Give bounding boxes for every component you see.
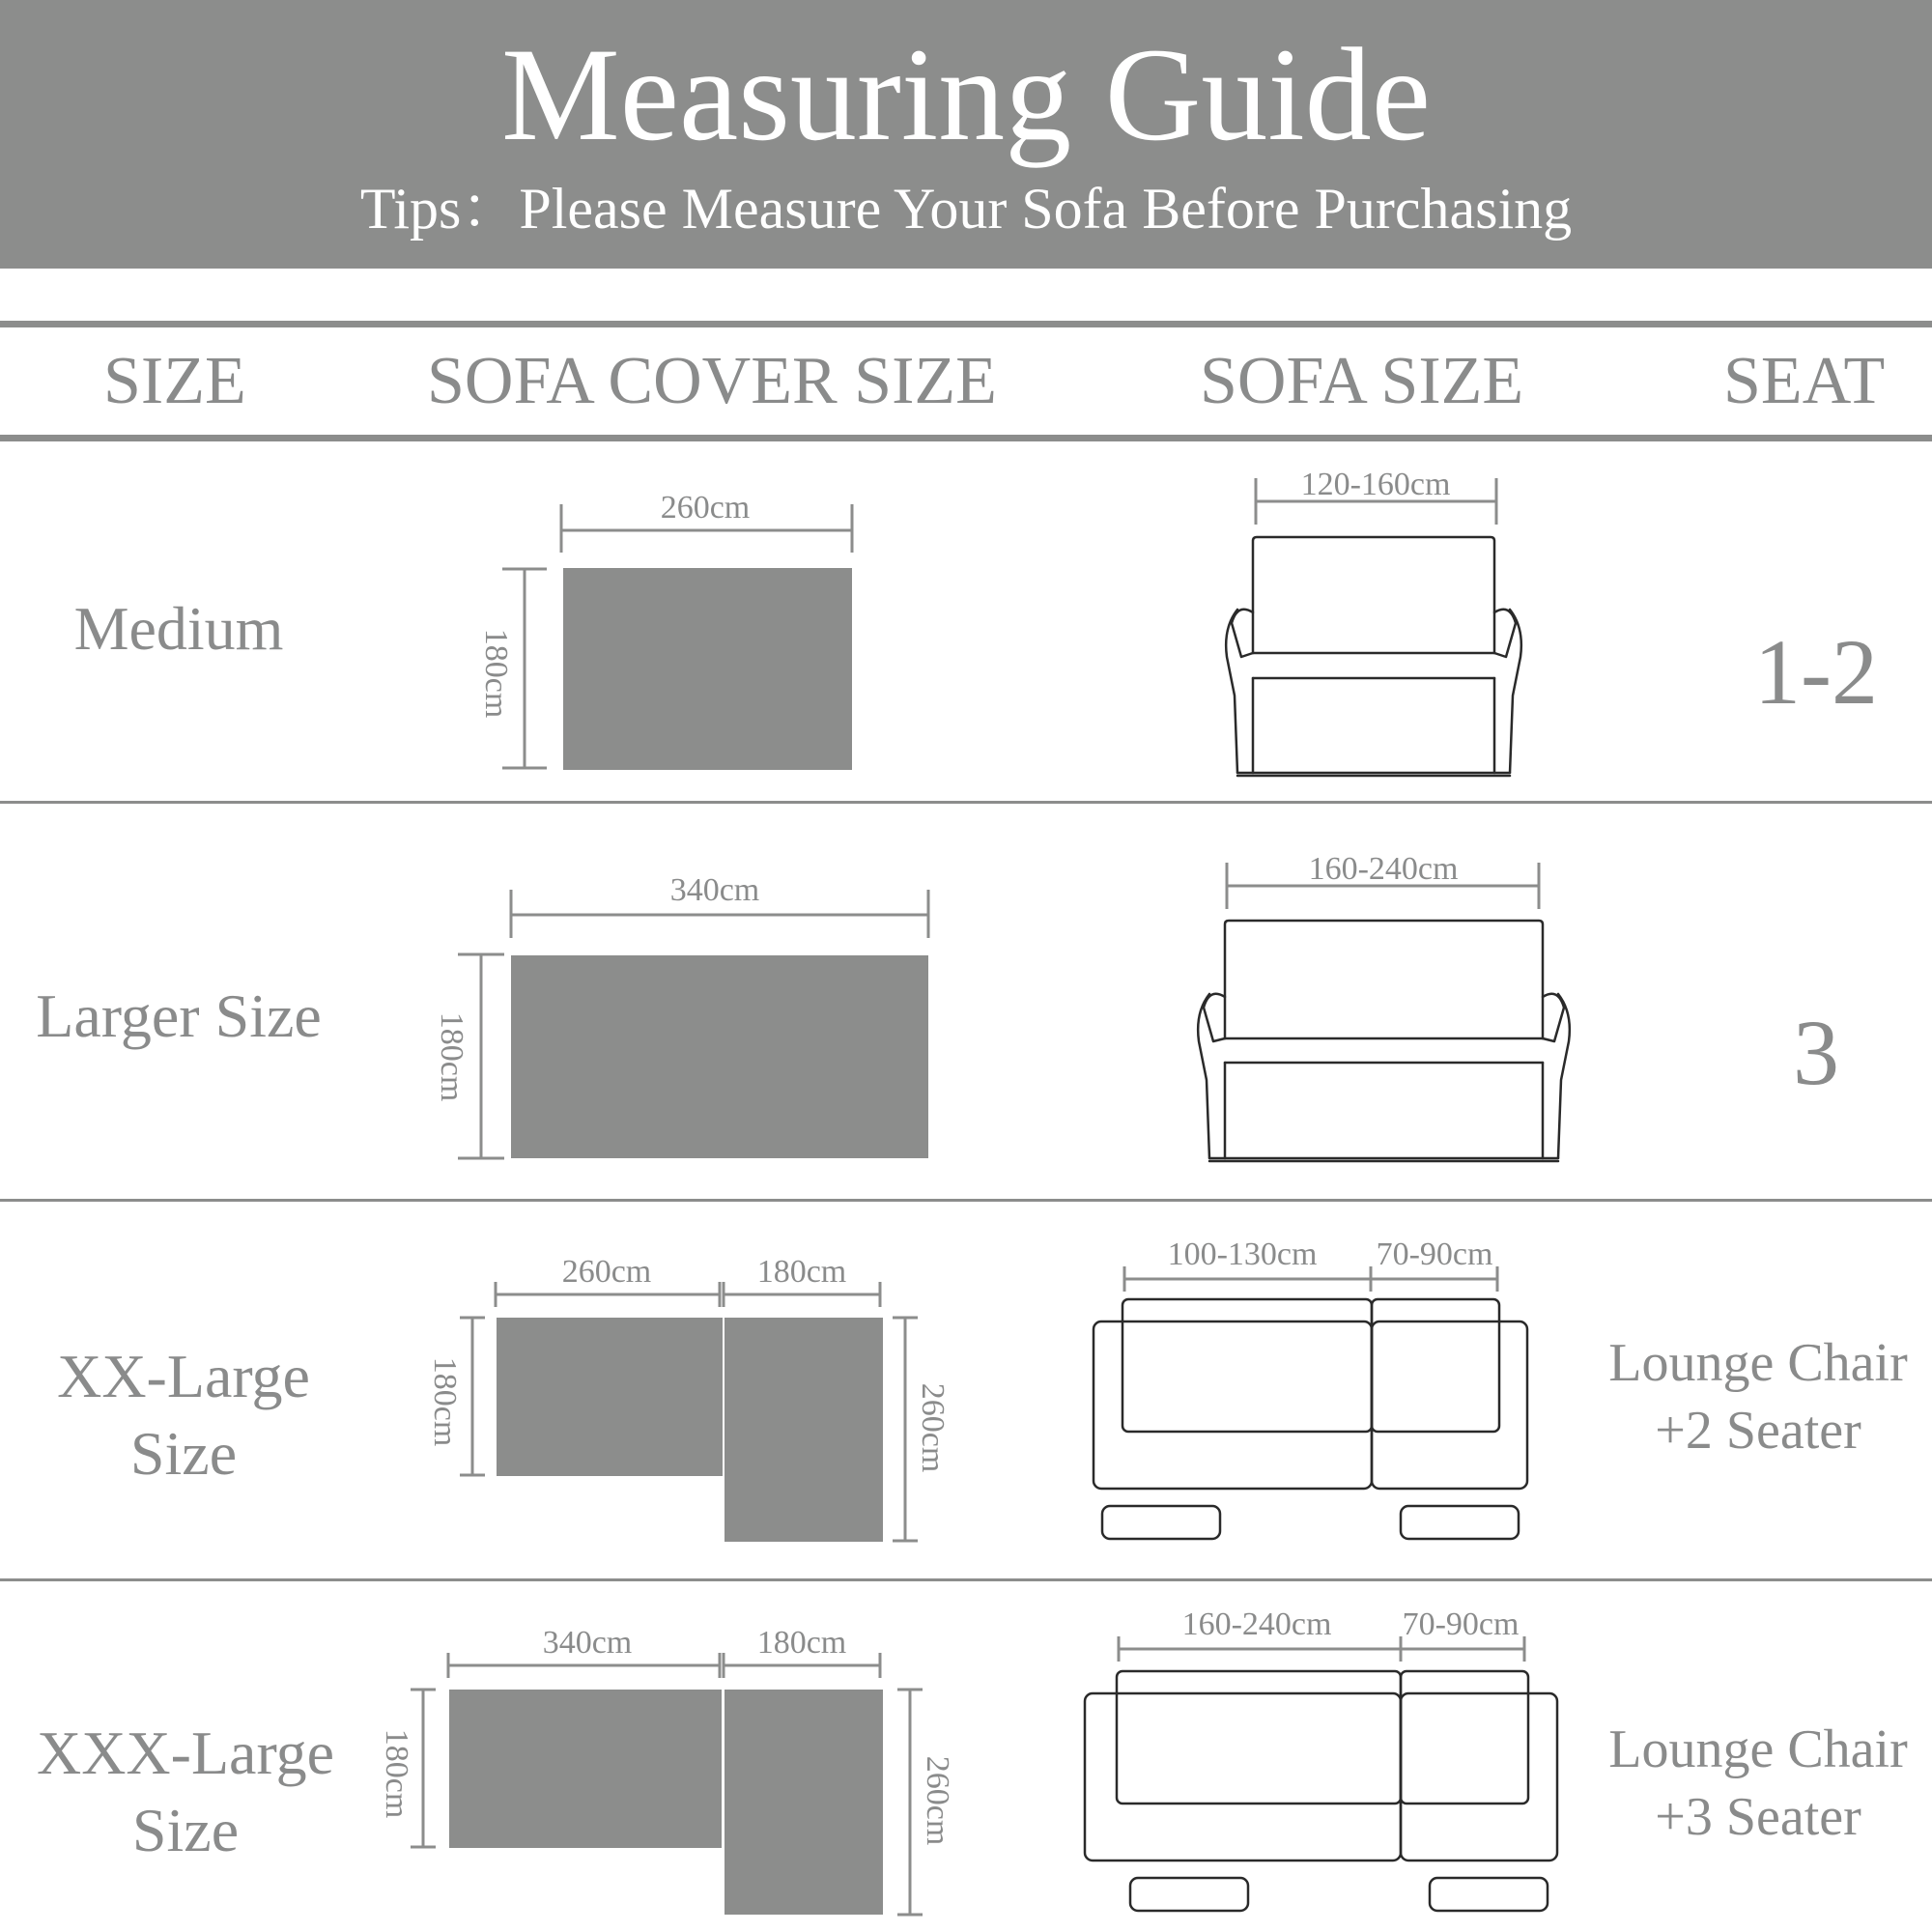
- size-label-line: XX-Large: [57, 1342, 310, 1410]
- page-title: Measuring Guide: [501, 20, 1431, 168]
- cover-width-label: 340cm: [542, 1625, 633, 1661]
- seat-value-line: Lounge Chair: [1608, 1719, 1908, 1779]
- cover-height-label: 180cm: [379, 1728, 414, 1819]
- sofa-width-label: 100-130cm: [1167, 1236, 1318, 1272]
- column-header-sofa-size: SOFA SIZE: [1200, 344, 1524, 418]
- seat-value-line: Lounge Chair: [1608, 1333, 1908, 1393]
- seat-value-line: +3 Seater: [1655, 1787, 1861, 1847]
- size-label-line: Size: [129, 1419, 238, 1488]
- sofa-width-label: 160-240cm: [1308, 851, 1459, 887]
- sectional-sofa-drawing: [1085, 1671, 1557, 1911]
- size-label-larger: Larger Size: [36, 981, 322, 1050]
- seat-value-larger: 3: [1793, 1001, 1839, 1104]
- cover-width-label: 180cm: [756, 1254, 847, 1290]
- sofa-width-label: 120-160cm: [1300, 467, 1451, 502]
- cover-rect: [724, 1318, 883, 1542]
- cover-rect: [511, 955, 928, 1158]
- sofa-width-label: 70-90cm: [1376, 1236, 1493, 1272]
- cover-width-label: 260cm: [561, 1254, 652, 1290]
- cover-width-label: 180cm: [756, 1625, 847, 1661]
- cover-rect: [724, 1690, 883, 1915]
- cover-height-label: 180cm: [427, 1356, 463, 1447]
- column-header-seat: SEAT: [1723, 344, 1886, 418]
- seat-value-line: +2 Seater: [1655, 1401, 1861, 1461]
- cover-rect: [449, 1690, 722, 1848]
- cover-rect: [563, 568, 852, 770]
- size-label-line: Size: [131, 1796, 240, 1864]
- cover-height-label: 260cm: [915, 1382, 951, 1473]
- seat-value-medium: 1-2: [1754, 620, 1878, 724]
- cover-width-label: 260cm: [660, 490, 751, 526]
- cover-height-label: 180cm: [478, 628, 514, 719]
- size-label-line: XXX-Large: [36, 1719, 335, 1787]
- sectional-sofa-drawing: [1094, 1299, 1527, 1539]
- cover-height-label: 260cm: [920, 1755, 955, 1846]
- column-header-size: SIZE: [103, 344, 246, 418]
- cover-height-label: 180cm: [434, 1011, 469, 1102]
- sofa-width-label: 70-90cm: [1402, 1606, 1520, 1642]
- cover-width-label: 340cm: [669, 872, 760, 908]
- cover-rect: [497, 1318, 723, 1476]
- size-label-medium: Medium: [73, 594, 284, 663]
- column-header-cover-size: SOFA COVER SIZE: [427, 344, 997, 418]
- sofa-width-label: 160-240cm: [1181, 1606, 1332, 1642]
- armchair-drawing: [1226, 537, 1521, 776]
- sofa-drawing: [1198, 921, 1570, 1161]
- page-subtitle: Tips：Please Measure Your Sofa Before Purchasing: [359, 177, 1573, 241]
